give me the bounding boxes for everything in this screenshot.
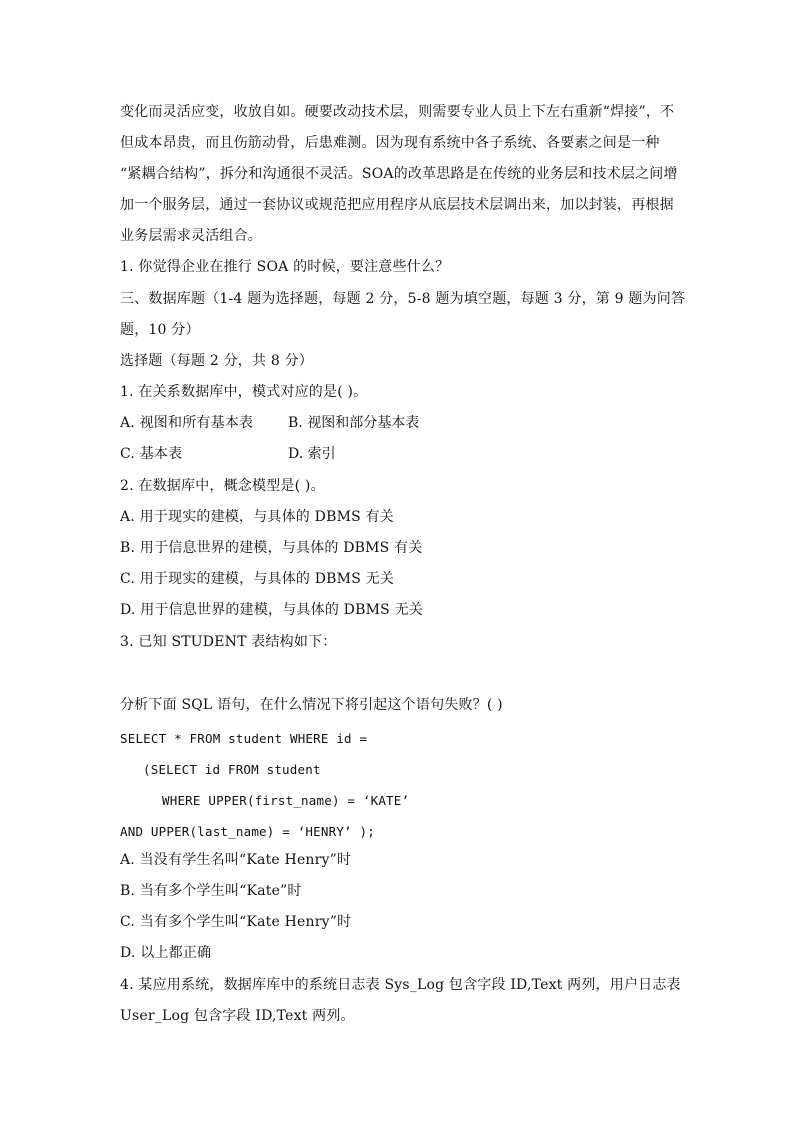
q3-option-d: D. 以上都正确	[120, 945, 212, 961]
sql-line-2: (SELECT id FROM student	[143, 762, 321, 777]
soa-question: 1. 你觉得企业在推行 SOA 的时候，要注意些什么？	[120, 259, 450, 275]
q2-option-c: C. 用于现实的建模，与具体的 DBMS 无关	[120, 571, 395, 587]
sql-line-1: SELECT * FROM student WHERE id =	[120, 731, 368, 746]
q1-stem: 1. 在关系数据库中，模式对应的是( )。	[120, 384, 368, 400]
q4-stem-line-1: 4. 某应用系统，数据库库中的系统日志表 Sys_Log 包含字段 ID,Text 两列，用户日志表	[120, 977, 681, 993]
intro-line-2: 但成本昂贵，而且伤筋动骨，后患难测。因为现有系统中各子系统、各要素之间是一种	[120, 135, 660, 151]
sql-line-4: AND UPPER(last_name) = ‘HENRY’ );	[120, 824, 375, 839]
section-heading-line-1: 三、数据库题（1-4 题为选择题，每题 2 分，5-8 题为填空题，每题 3 分，第 9 题为问答	[120, 291, 686, 307]
q3-stem: 3. 已知 STUDENT 表结构如下：	[120, 634, 337, 650]
choice-header: 选择题（每题 2 分，共 8 分）	[120, 353, 314, 369]
q1-option-b: B. 视图和部分基本表	[288, 415, 420, 431]
q1-option-d: D. 索引	[288, 446, 336, 462]
q4-stem-line-2: User_Log 包含字段 ID,Text 两列。	[120, 1008, 355, 1024]
q2-option-b: B. 用于信息世界的建模，与具体的 DBMS 有关	[120, 540, 423, 556]
q2-option-a: A. 用于现实的建模，与具体的 DBMS 有关	[120, 509, 394, 525]
q3-option-c: C. 当有多个学生叫“Kate Henry”时	[120, 914, 352, 930]
q2-stem: 2. 在数据库中，概念模型是( )。	[120, 478, 325, 494]
sql-line-3: WHERE UPPER(first_name) = ‘KATE’	[162, 793, 410, 808]
intro-line-4: 加一个服务层，通过一套协议或规范把应用程序从底层技术层调出来，加以封装，再根据	[120, 197, 674, 213]
q3-analysis: 分析下面 SQL 语句，在什么情况下将引起这个语句失败？( )	[120, 697, 503, 713]
intro-line-1: 变化而灵活应变，收放自如。硬要改动技术层，则需要专业人员上下左右重新“焊接”，不	[120, 104, 675, 120]
q3-option-b: B. 当有多个学生叫“Kate”时	[120, 883, 302, 899]
q1-option-c: C. 基本表	[120, 446, 183, 462]
intro-line-3: “紧耦合结构”，拆分和沟通很不灵活。SOA的改革思路是在传统的业务层和技术层之间增	[120, 166, 678, 182]
intro-line-5: 业务层需求灵活组合。	[120, 228, 262, 244]
q3-option-a: A. 当没有学生名叫“Kate Henry”时	[120, 852, 352, 868]
q1-option-a: A. 视图和所有基本表	[120, 415, 254, 431]
section-heading-line-2: 题，10 分）	[120, 322, 200, 338]
q2-option-d: D. 用于信息世界的建模，与具体的 DBMS 无关	[120, 602, 423, 618]
